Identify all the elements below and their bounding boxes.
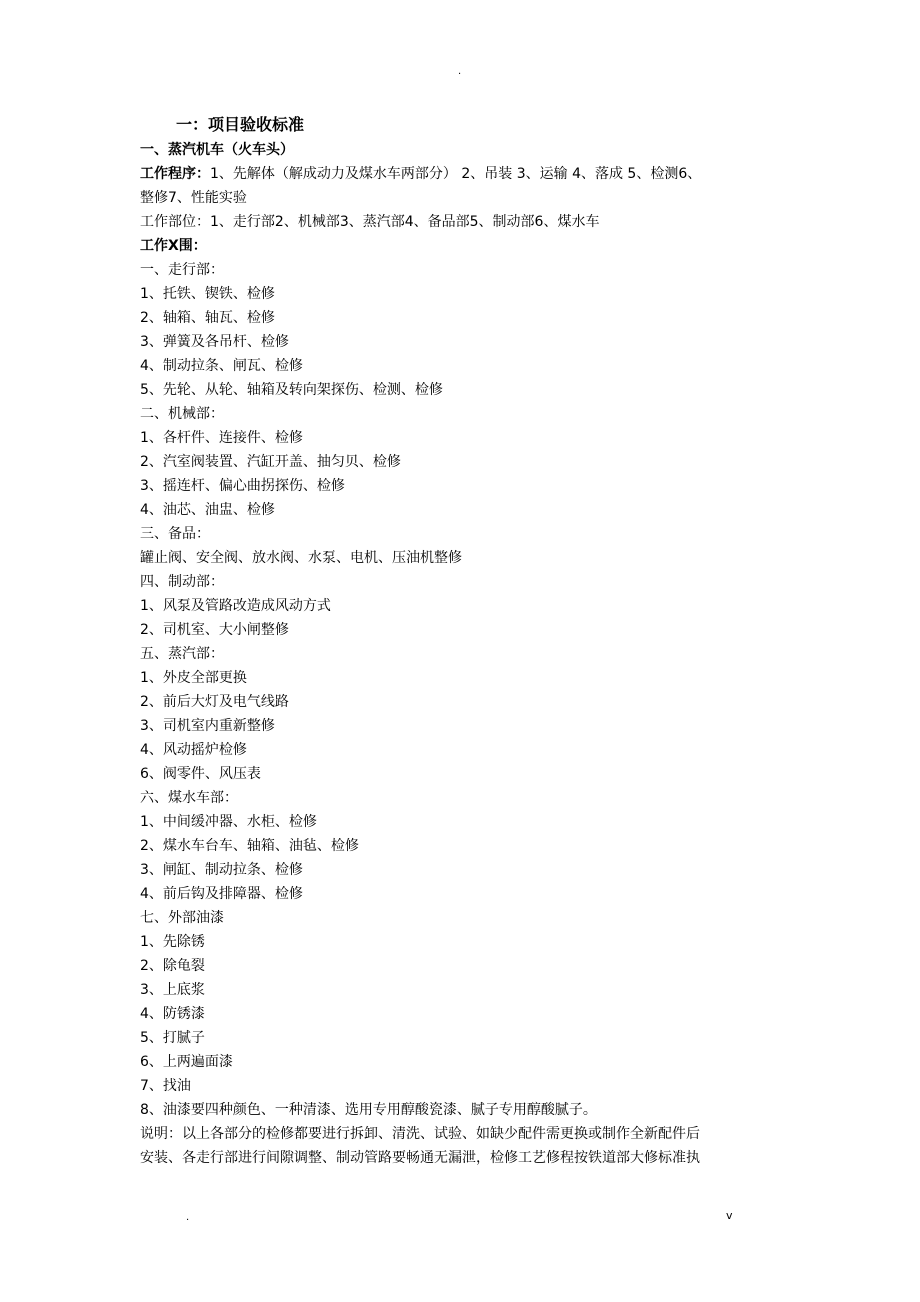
list-item: 6、阀零件、风压表 [140, 766, 261, 782]
list-item: 1、各杆件、连接件、检修 [140, 430, 303, 446]
header-mark: . [458, 66, 462, 77]
list-item: 罐止阀、安全阀、放水阀、水泵、电机、压油机整修 [140, 550, 462, 566]
list-item: 4、防锈漆 [140, 1006, 205, 1022]
list-item: 1、中间缓冲器、水柜、检修 [140, 814, 317, 830]
list-item: 3、弹簧及各吊杆、检修 [140, 334, 289, 350]
section-heading: 一、蒸汽机车（火车头） [140, 142, 294, 158]
list-item: 4、风动摇炉检修 [140, 742, 247, 758]
list-item: 2、除龟裂 [140, 958, 205, 974]
scope-list [140, 258, 790, 1122]
scope-heading: 工作X围： [140, 238, 207, 254]
list-item: 五、蒸汽部： [140, 646, 224, 662]
list-item: 1、风泵及管路改造成风动方式 [140, 598, 331, 614]
list-item: 6、上两遍面漆 [140, 1054, 233, 1070]
list-item: 3、摇连杆、偏心曲拐探伤、检修 [140, 478, 345, 494]
list-item: 7、找油 [140, 1078, 191, 1094]
list-item: 二、机械部： [140, 406, 224, 422]
list-item: 一、走行部： [140, 262, 224, 278]
list-item: 3、上底浆 [140, 982, 205, 998]
document-title: 一：项目验收标准 [176, 115, 305, 134]
document-body [140, 112, 790, 1170]
list-item: 2、汽室阀装置、汽缸开盖、抽匀贝、检修 [140, 454, 401, 470]
list-item: 四、制动部： [140, 574, 224, 590]
list-item: 2、司机室、大小闸整修 [140, 622, 289, 638]
note-line-2: 安装、各走行部进行间隙调整、制动管路要畅通无漏泄，检修工艺修程按铁道部大修标准执 [140, 1150, 700, 1166]
procedure-text: 1、先解体（解成动力及煤水车两部分） 2、吊装 3、运输 4、落成 5、检测6、 [210, 166, 702, 182]
list-item: 六、煤水车部： [140, 790, 238, 806]
procedure-label: 工作程序： [140, 166, 210, 182]
list-item: 4、制动拉条、闸瓦、检修 [140, 358, 303, 374]
list-item: 3、司机室内重新整修 [140, 718, 275, 734]
list-item: 1、先除锈 [140, 934, 205, 950]
footer-mark: v [726, 1209, 733, 1222]
list-item: 1、托铁、锲铁、检修 [140, 286, 275, 302]
footer-dot: . [186, 1212, 190, 1223]
list-item: 5、打腻子 [140, 1030, 205, 1046]
list-item: 1、外皮全部更换 [140, 670, 247, 686]
list-item: 8、油漆要四种颜色、一种清漆、选用专用醇酸瓷漆、腻子专用醇酸腻子。 [140, 1102, 597, 1118]
list-item: 2、前后大灯及电气线路 [140, 694, 289, 710]
procedure-line-2: 整修7、性能实验 [140, 190, 247, 206]
list-item: 3、闸缸、制动拉条、检修 [140, 862, 303, 878]
list-item: 三、备品： [140, 526, 210, 542]
note-line-1: 说明：以上各部分的检修都要进行拆卸、清洗、试验、如缺少配件需更换或制作全新配件后 [140, 1126, 700, 1142]
list-item: 4、油芯、油盅、检修 [140, 502, 275, 518]
procedure-line-1 [140, 162, 790, 186]
list-item: 5、先轮、从轮、轴箱及转向架探伤、检测、检修 [140, 382, 443, 398]
list-item: 七、外部油漆 [140, 910, 224, 926]
work-parts-line: 工作部位：1、走行部2、机械部3、蒸汽部4、备品部5、制动部6、煤水车 [140, 214, 600, 230]
list-item: 4、前后钩及排障器、检修 [140, 886, 303, 902]
list-item: 2、轴箱、轴瓦、检修 [140, 310, 275, 326]
list-item: 2、煤水车台车、轴箱、油毡、检修 [140, 838, 359, 854]
